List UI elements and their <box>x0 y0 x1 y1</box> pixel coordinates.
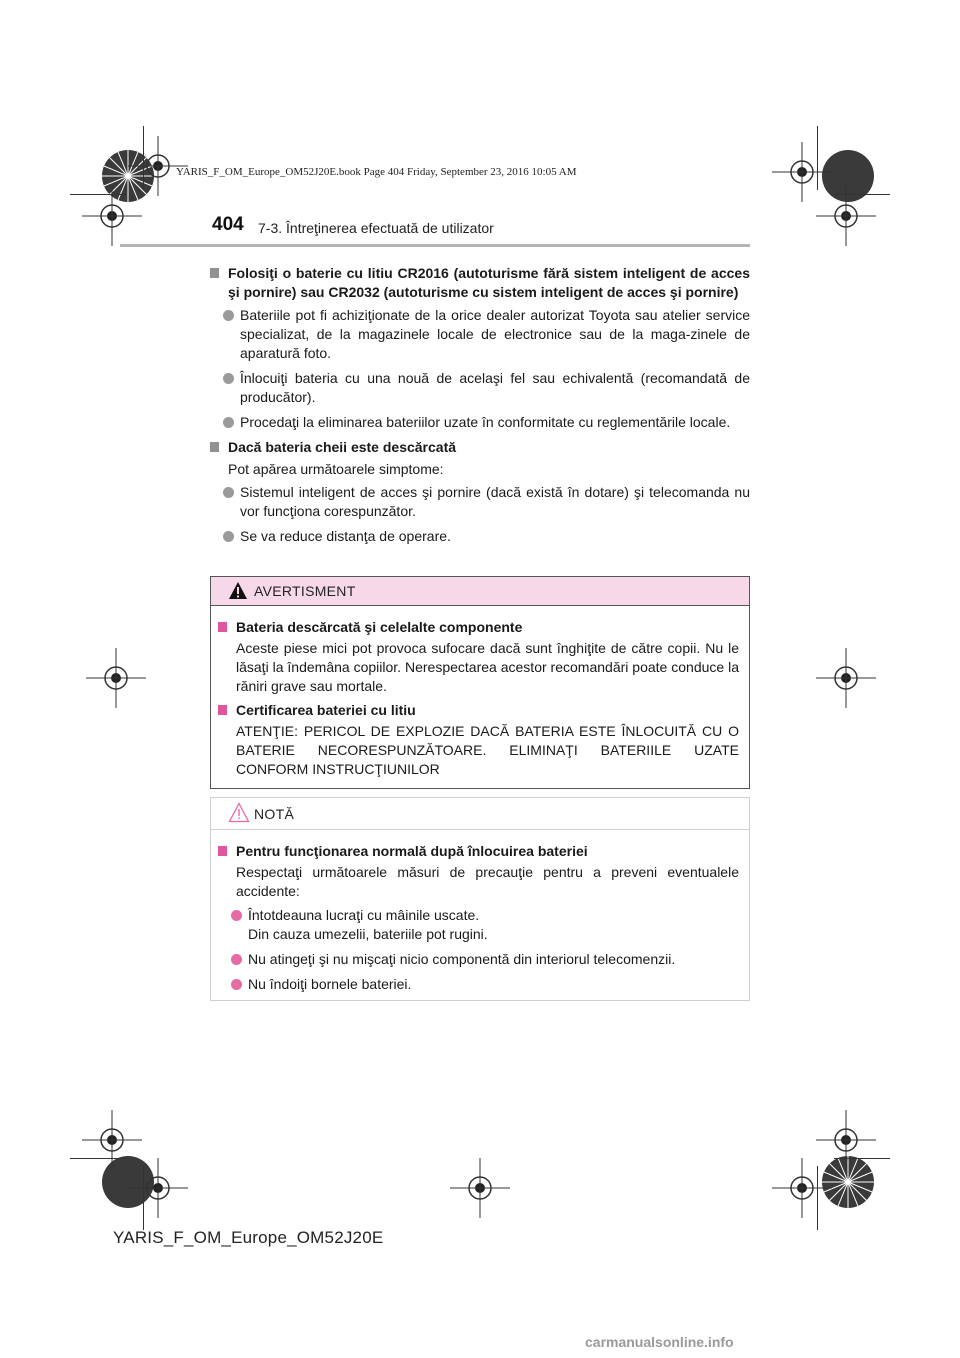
note-box <box>210 797 750 1001</box>
crosshair-mark <box>82 186 142 246</box>
warning-body <box>211 606 749 779</box>
crosshair-mark <box>128 1158 188 1218</box>
note-heading: Pentru funcţionarea normală după înlocuirea bateriei <box>218 842 739 861</box>
list-item: Nu îndoiţi bornele bateriei. <box>218 975 739 994</box>
watermark: carmanualsonline.info <box>585 1334 734 1350</box>
header-rule <box>120 244 750 247</box>
section-title: 7-3. Întreţinerea efectuată de utilizator <box>258 220 494 236</box>
warning-triangle-icon <box>228 581 248 600</box>
crosshair-mark <box>772 1158 832 1218</box>
round-bullet-icon <box>223 417 234 428</box>
round-bullet-icon <box>223 487 234 498</box>
trim-line <box>834 1158 890 1159</box>
note-body <box>211 830 749 994</box>
trim-line <box>70 1158 126 1159</box>
list-item: Înlocuiţi bateria cu una nouă de acelaşi fel sau echivalentă (recomandată de producător). <box>210 369 750 407</box>
round-bullet-icon <box>223 310 234 321</box>
main-content <box>210 264 750 552</box>
square-bullet-icon <box>218 622 227 632</box>
round-bullet-icon <box>223 531 234 542</box>
section-heading: Dacă bateria cheii este descărcată <box>210 438 750 457</box>
section-heading: Folosiţi o baterie cu litiu CR2016 (autoturisme fără sistem inteligent de acces şi pornire) sau CR2032 (autoturisme cu sistem inteligent de acces şi pornire) <box>210 264 750 302</box>
note-text: Respectaţi următoarele măsuri de precauţie pentru a preveni eventualele accidente: <box>236 864 739 899</box>
trim-line <box>817 1166 818 1230</box>
warning-text: Aceste piese mici pot provoca sufocare dacă sunt înghiţite de către copii. Nu le lăsaţi la îndemâna copiilor. Nerespectarea acestor recomandări poate conduce la răniri grave sau mortale. <box>236 640 739 694</box>
footer-code: YARIS_F_OM_Europe_OM52J20E <box>113 1228 384 1247</box>
round-bullet-icon <box>223 373 234 384</box>
warning-header <box>211 577 749 606</box>
warning-heading: Certificarea bateriei cu litiu <box>218 701 739 720</box>
list-item: Bateriile pot fi achiziţionate de la orice dealer autorizat Toyota sau atelier service specializat, de la magazinele locale de electronice sau de la maga-zinele de aparatură foto. <box>210 306 750 363</box>
trim-line <box>70 194 126 195</box>
list-item: Nu atingeţi şi nu mişcaţi nicio componentă din interiorul telecomenzii. <box>218 950 739 969</box>
trim-line <box>834 194 890 195</box>
warning-box <box>210 576 750 789</box>
list-item: Se va reduce distanţa de operare. <box>210 527 750 546</box>
round-bullet-icon <box>231 910 242 921</box>
warning-heading: Bateria descărcată şi celelalte componente <box>218 618 739 637</box>
square-bullet-icon <box>210 268 219 278</box>
list-item: Sistemul inteligent de acces şi pornire (dacă există în dotare) şi telecomanda nu vor funcţiona corespunzător. <box>210 483 750 521</box>
warning-label: AVERTISMENT <box>254 583 356 599</box>
trim-line <box>143 1166 144 1230</box>
trim-line <box>817 126 818 190</box>
list-item: Procedaţi la eliminarea bateriilor uzate în conformitate cu reglementările locale. <box>210 413 750 432</box>
page-number: 404 <box>212 214 244 235</box>
crosshair-mark <box>450 1158 510 1218</box>
warning-text: ATENŢIE: PERICOL DE EXPLOZIE DACĂ BATERIA ESTE ÎNLOCUITĂ CU O BATERIE NECORESPUNZĂTOARE. ELIMINAŢI BATERIILE UZATE CONFORM INSTRUCŢIUNILOR <box>236 723 739 777</box>
book-header: YARIS_F_OM_Europe_OM52J20E.book Page 404 Friday, September 23, 2016 10:05 AM <box>176 166 577 178</box>
crosshair-mark <box>86 648 146 708</box>
square-bullet-icon <box>218 846 227 856</box>
note-label: NOTĂ <box>254 806 295 822</box>
list-item: Întotdeauna lucraţi cu mâinile uscate. Din cauza umezelii, bateriile pot rugini. <box>218 906 739 944</box>
note-header <box>211 798 749 830</box>
caution-triangle-icon <box>228 802 250 823</box>
trim-line <box>143 126 144 190</box>
square-bullet-icon <box>210 442 219 452</box>
square-bullet-icon <box>218 705 227 715</box>
crosshair-mark <box>816 186 876 246</box>
crosshair-mark <box>816 648 876 708</box>
round-bullet-icon <box>231 954 242 965</box>
section-text: Pot apărea următoarele simptome: <box>228 461 444 477</box>
round-bullet-icon <box>231 979 242 990</box>
